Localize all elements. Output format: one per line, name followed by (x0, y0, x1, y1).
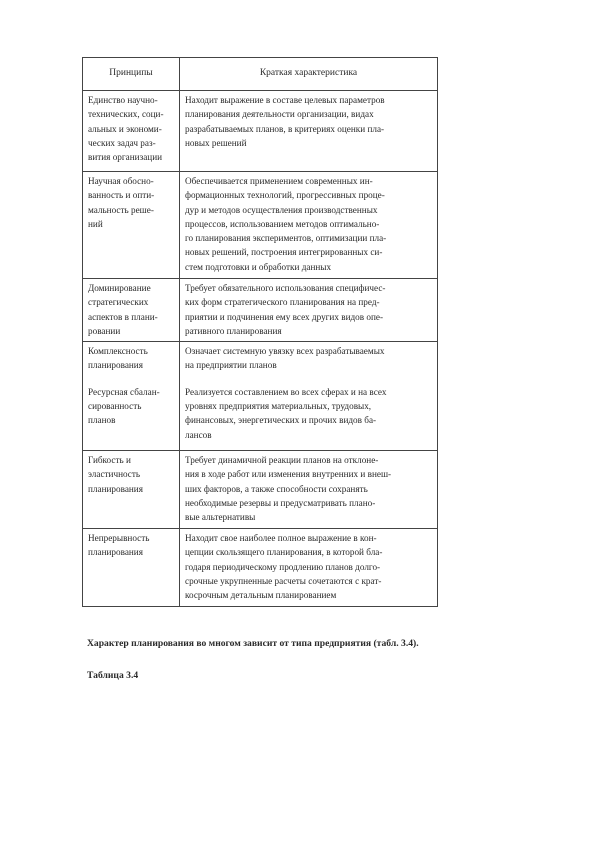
table-caption: Таблица 3.4 (87, 670, 139, 681)
line: формационных технологий, прогрессивных проце- (185, 190, 385, 201)
line: Обеспечивается применением современных ин- (185, 176, 373, 186)
table-row (83, 529, 438, 606)
line: Требует динамичной реакции планов на отклоне- (185, 455, 379, 466)
line: Находит выражение в составе целевых параметров (185, 95, 385, 105)
line: новых решений, построения интегрированных си- (185, 247, 383, 258)
line: планирования (88, 360, 143, 371)
line: цепции скользящего планирования, в которой бла- (185, 547, 383, 558)
table-row (83, 342, 438, 451)
spacer (185, 373, 434, 385)
line: вития организации (88, 152, 163, 163)
table-row (83, 451, 438, 529)
line: Требует обязательного использования специфичес- (185, 283, 386, 293)
line: разрабатываемых планов, в критериях оценки пла- (185, 123, 385, 134)
line: ративного планирования (185, 325, 282, 336)
line: Гибкость и (88, 455, 131, 466)
principle-cell (83, 172, 180, 279)
line: Комплексность (88, 346, 148, 357)
principle-cell (83, 451, 180, 529)
description-cell (180, 172, 438, 279)
line: Ресурсная сбалан- (88, 386, 160, 397)
line: финансовых, энергетических и прочих видов ба- (185, 415, 377, 426)
line: на предприятии планов (185, 360, 277, 371)
line: Реализуется составлением во всех сферах и на всех (185, 386, 387, 397)
description-cell (180, 451, 438, 529)
line: уровнях предприятия материальных, трудовых, (185, 401, 372, 412)
line: ний (88, 218, 103, 229)
line: ния в ходе работ или изменения внутренних и внеш- (185, 469, 392, 480)
line: Означает системную увязку всех разрабатываемых (185, 346, 385, 357)
header-principles: Принципы (83, 58, 180, 91)
line: процессов, использованием методов оптимально- (185, 218, 380, 229)
line: Доминирование (88, 283, 151, 293)
description-cell (180, 91, 438, 172)
line: планирования деятельности организации, видах (185, 109, 374, 120)
table-row (83, 91, 438, 172)
line: альных и экономи- (88, 123, 162, 134)
spacer (88, 373, 176, 385)
line: необходимые резервы и предусматривать плано- (185, 498, 376, 509)
line: косрочным детальным планированием (185, 590, 337, 601)
principles-table (82, 57, 438, 607)
line: аспектов в плани- (88, 311, 158, 322)
line: лансов (185, 429, 212, 440)
line: Непрерывность (88, 533, 150, 544)
principle-cell (83, 529, 180, 606)
line: ких форм стратегического планирования на пред- (185, 297, 380, 308)
line: годаря периодическому продлению планов долго- (185, 561, 381, 572)
line: вые альтернативы (185, 512, 256, 523)
line: Единство научно- (88, 95, 158, 105)
description-cell (180, 342, 438, 451)
line: Научная обосно- (88, 176, 154, 186)
line: го планирования экспериментов, оптимизации пла- (185, 233, 387, 244)
line: ческих задач раз- (88, 137, 156, 148)
header-description: Краткая характеристика (180, 58, 438, 91)
line: срочные укрупненные расчеты сочетаются с крат- (185, 576, 382, 587)
line: планирования (88, 483, 143, 494)
line: планирования (88, 547, 143, 558)
line: дур и методов осуществления производственных (185, 204, 378, 215)
description-cell (180, 529, 438, 606)
table-header-row (83, 58, 438, 91)
line: ванность и опти- (88, 190, 155, 201)
principle-cell (83, 279, 180, 342)
principle-cell (83, 342, 180, 451)
body-paragraph: Характер планирования во многом зависит от типа предприятия (табл. 3.4). (87, 638, 419, 649)
line: сированность (88, 401, 142, 412)
line: Находит свое наиболее полное выражение в кон- (185, 533, 377, 544)
line: новых решений (185, 137, 247, 148)
table-row (83, 172, 438, 279)
line: стратегических (88, 297, 149, 308)
line: мальность реше- (88, 204, 154, 215)
line: технических, соци- (88, 109, 164, 120)
line: приятии и подчинения ему всех других видов опе- (185, 311, 384, 322)
line: ровании (88, 325, 121, 336)
line: ших факторов, а также способности сохранять (185, 483, 368, 494)
line: планов (88, 415, 116, 426)
principle-cell (83, 91, 180, 172)
line: стем подготовки и обработки данных (185, 261, 332, 272)
table-row (83, 279, 438, 342)
line: эластичность (88, 469, 141, 480)
description-cell (180, 279, 438, 342)
